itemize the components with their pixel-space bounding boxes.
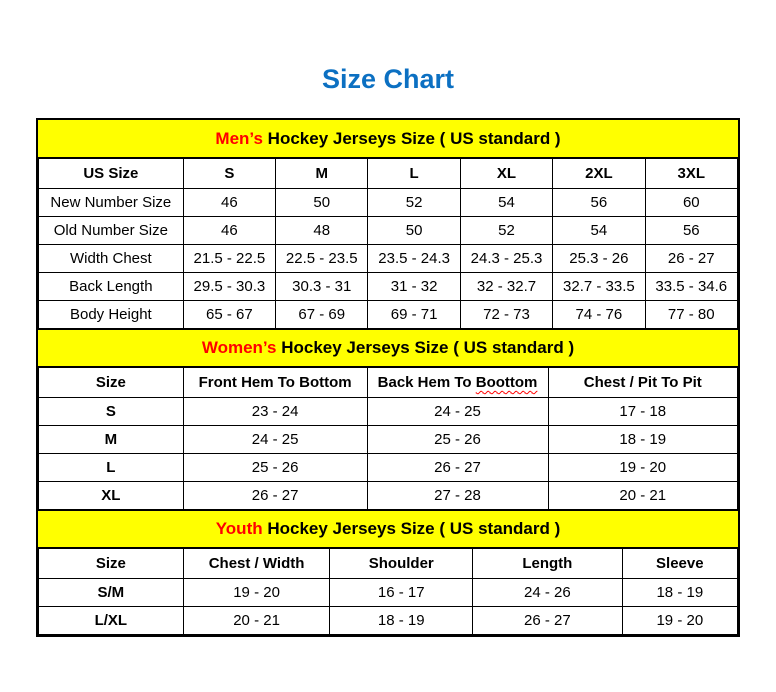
size-row xyxy=(39,482,738,510)
size-value-cell: 56 xyxy=(645,217,737,245)
womens-section-header xyxy=(38,329,738,367)
size-value-cell: 50 xyxy=(276,189,368,217)
size-value-cell: 19 - 20 xyxy=(548,454,737,482)
youth-section-header xyxy=(38,510,738,548)
size-value-cell: 32.7 - 33.5 xyxy=(553,273,645,301)
size-value-cell: 26 - 27 xyxy=(183,482,367,510)
page-title: Size Chart xyxy=(321,64,455,94)
youth-section-accent-label: Youth xyxy=(215,519,263,538)
column-header: 3XL xyxy=(645,159,737,189)
column-header: Front Hem To Bottom xyxy=(183,368,367,398)
column-header-row xyxy=(39,159,738,189)
row-label: Old Number Size xyxy=(39,217,184,245)
row-label: XL xyxy=(39,482,184,510)
mens-section-accent-label: Men’s xyxy=(215,128,263,148)
mens-section-title-text: Hockey Jerseys Size ( US standard ) xyxy=(262,128,561,148)
size-value-cell: 77 - 80 xyxy=(645,301,737,329)
size-value-cell: 22.5 - 23.5 xyxy=(276,245,368,273)
size-value-cell: 20 - 21 xyxy=(548,482,737,510)
size-value-cell: 18 - 19 xyxy=(548,426,737,454)
size-value-cell: 23 - 24 xyxy=(183,398,367,426)
size-value-cell: 69 - 71 xyxy=(368,301,460,329)
youth-section-title-text: Hockey Jerseys Size ( US standard ) xyxy=(262,519,561,538)
size-row xyxy=(39,607,738,635)
size-value-cell: 24 - 26 xyxy=(473,579,623,607)
row-label: S xyxy=(39,398,184,426)
column-header-row xyxy=(39,368,738,398)
size-value-cell: 26 - 27 xyxy=(473,607,623,635)
size-value-cell: 16 - 17 xyxy=(330,579,473,607)
size-value-cell: 60 xyxy=(645,189,737,217)
row-label: L/XL xyxy=(39,607,184,635)
size-row xyxy=(39,398,738,426)
column-header: Size xyxy=(39,549,184,579)
size-value-cell: 46 xyxy=(183,189,275,217)
column-header: US Size xyxy=(39,159,184,189)
size-value-cell: 50 xyxy=(368,217,460,245)
row-label: S/M xyxy=(39,579,184,607)
section-mens xyxy=(38,120,738,329)
size-value-cell: 19 - 20 xyxy=(183,579,330,607)
size-row xyxy=(39,454,738,482)
row-label: Back Length xyxy=(39,273,184,301)
size-row xyxy=(39,245,738,273)
section-youth xyxy=(38,510,738,635)
size-value-cell: 25 - 26 xyxy=(183,454,367,482)
column-header-row xyxy=(39,549,738,579)
section-womens xyxy=(38,329,738,510)
womens-section-title-text: Hockey Jerseys Size ( US standard ) xyxy=(276,338,575,357)
size-value-cell: 19 - 20 xyxy=(622,607,737,635)
size-row xyxy=(39,301,738,329)
size-value-cell: 46 xyxy=(183,217,275,245)
size-value-cell: 21.5 - 22.5 xyxy=(183,245,275,273)
column-header-text: Back Hem To xyxy=(377,374,476,391)
size-value-cell: 31 - 32 xyxy=(368,273,460,301)
size-value-cell: 26 - 27 xyxy=(645,245,737,273)
size-value-cell: 25 - 26 xyxy=(367,426,548,454)
size-value-cell: 52 xyxy=(368,189,460,217)
youth-size-table xyxy=(38,548,738,635)
size-value-cell: 17 - 18 xyxy=(548,398,737,426)
column-header: Chest / Pit To Pit xyxy=(548,368,737,398)
size-value-cell: 24 - 25 xyxy=(367,398,548,426)
mens-size-table xyxy=(38,158,738,329)
column-header: Chest / Width xyxy=(183,549,330,579)
row-label: Body Height xyxy=(39,301,184,329)
size-value-cell: 32 - 32.7 xyxy=(460,273,552,301)
size-value-cell: 48 xyxy=(276,217,368,245)
column-header: Shoulder xyxy=(330,549,473,579)
size-value-cell: 23.5 - 24.3 xyxy=(368,245,460,273)
size-value-cell: 27 - 28 xyxy=(367,482,548,510)
column-header: Sleeve xyxy=(622,549,737,579)
size-value-cell: 72 - 73 xyxy=(460,301,552,329)
size-row xyxy=(39,579,738,607)
column-header: 2XL xyxy=(553,159,645,189)
size-value-cell: 24 - 25 xyxy=(183,426,367,454)
womens-size-table xyxy=(38,367,738,510)
row-label: New Number Size xyxy=(39,189,184,217)
size-value-cell: 25.3 - 26 xyxy=(553,245,645,273)
size-value-cell: 33.5 - 34.6 xyxy=(645,273,737,301)
column-header: S xyxy=(183,159,275,189)
size-value-cell: 67 - 69 xyxy=(276,301,368,329)
row-label: L xyxy=(39,454,184,482)
size-row xyxy=(39,217,738,245)
misspelled-word: Boottom xyxy=(475,374,538,391)
size-value-cell: 54 xyxy=(553,217,645,245)
column-header: XL xyxy=(460,159,552,189)
column-header: M xyxy=(276,159,368,189)
row-label: Width Chest xyxy=(39,245,184,273)
size-chart xyxy=(36,118,740,637)
size-value-cell: 65 - 67 xyxy=(183,301,275,329)
womens-section-accent-label: Women’s xyxy=(201,338,277,357)
column-header: Size xyxy=(39,368,184,398)
size-row xyxy=(39,189,738,217)
size-value-cell: 74 - 76 xyxy=(553,301,645,329)
size-value-cell: 18 - 19 xyxy=(330,607,473,635)
size-value-cell: 24.3 - 25.3 xyxy=(460,245,552,273)
size-value-cell: 30.3 - 31 xyxy=(276,273,368,301)
size-value-cell: 29.5 - 30.3 xyxy=(183,273,275,301)
size-value-cell: 52 xyxy=(460,217,552,245)
column-header: Length xyxy=(473,549,623,579)
row-label: M xyxy=(39,426,184,454)
column-header: L xyxy=(368,159,460,189)
size-row xyxy=(39,273,738,301)
size-value-cell: 20 - 21 xyxy=(183,607,330,635)
size-value-cell: 54 xyxy=(460,189,552,217)
mens-section-header xyxy=(38,120,738,158)
size-row xyxy=(39,426,738,454)
size-value-cell: 26 - 27 xyxy=(367,454,548,482)
size-value-cell: 18 - 19 xyxy=(622,579,737,607)
column-header xyxy=(367,368,548,398)
size-value-cell: 56 xyxy=(553,189,645,217)
